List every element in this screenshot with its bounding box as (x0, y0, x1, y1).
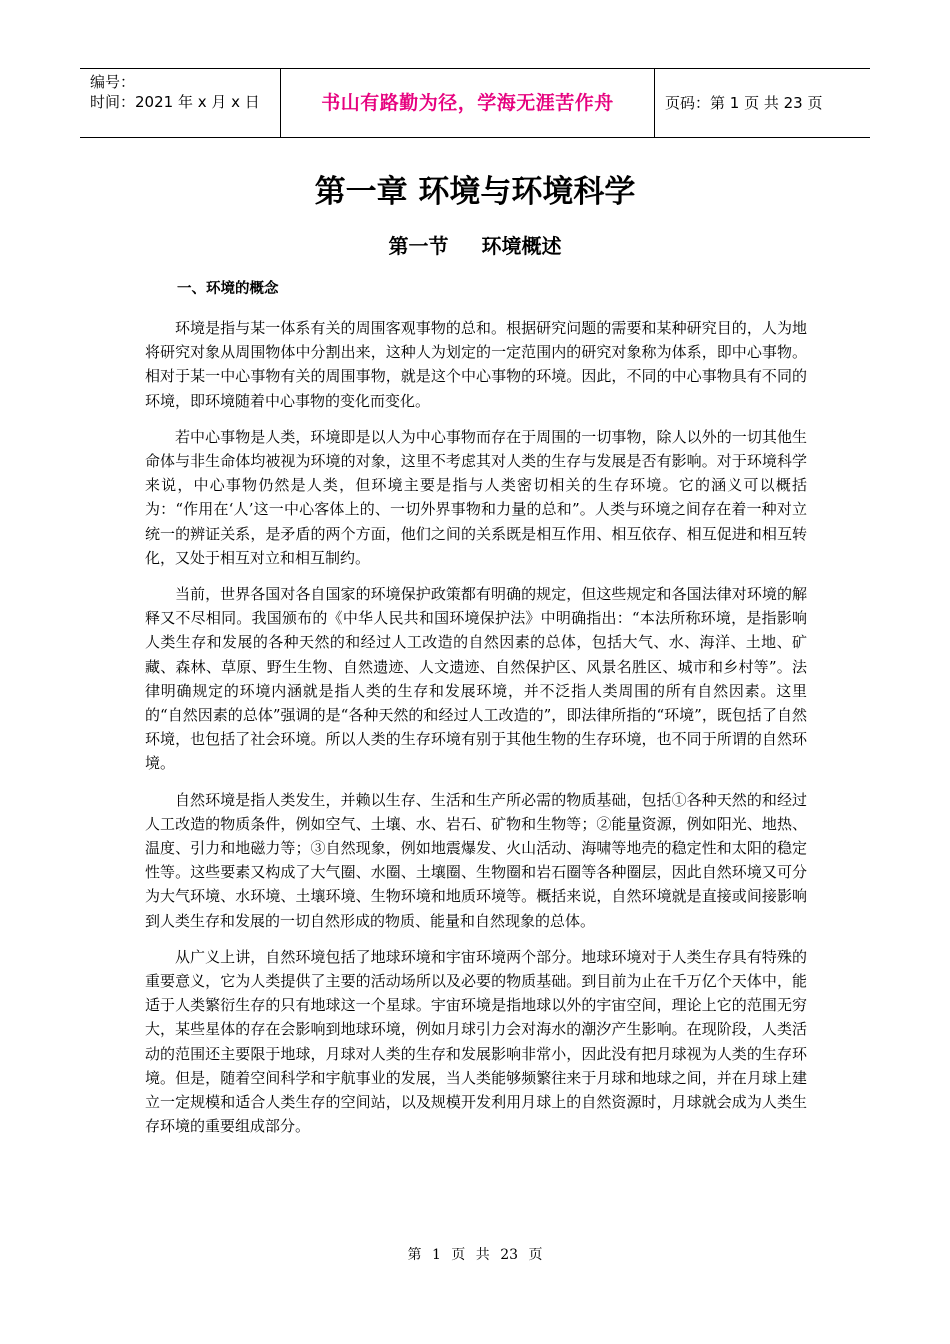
paragraph: 从广义上讲，自然环境包括了地球环境和宇宙环境两个部分。地球环境对于人类生存具有特殊的重要意义，它为人类提供了主要的活动场所以及必要的物质基础。到目前为止在千万亿个天体中，能适于人类繁衍生存的只有地球这一个星球。宇宙环境是指地球以外的宇宙空间，理论上它的范围无穷大，某些星体的存在会影响到地球环境，例如月球引力会对海水的潮汐产生影响。在现阶段，人类活动的范围还主要限于地球，月球对人类的生存和发展影响非常小，因此没有把月球视为人类的生存环境。但是，随着空间科学和宇航事业的发展，当人类能够频繁往来于月球和地球之间，并在月球上建立一定规模和适合人类生存的空间站，以及规模开发利用月球上的自然资源时，月球就会成为人类生存环境的重要组成部分。 (145, 947, 807, 1136)
paragraph: 若中心事物是人类，环境即是以人为中心事物而存在于周围的一切事物，除人以外的一切其他生命体与非生命体均被视为环境的对象，这里不考虑其对人类的生存与发展是否有影响。对于环境科学来说，中心事物仍然是人类，但环境主要是指与人类密切相关的生存环境。它的涵义可以概括为：“作用在‘人’这一中心客体上的、一切外界事物和力量的总和”。人类与环境之间存在着一种对立统一的辨证关系，是矛盾的两个方面，他们之间的关系既是相互作用、相互依存、相互促进和相互转化，又处于相互对立和相互制约。 (145, 427, 807, 567)
header-meta-cell (80, 69, 281, 137)
chapter-title: 第一章 环境与环境科学 (314, 174, 636, 210)
document-number: 编号： (90, 73, 136, 91)
header-page-cell (655, 69, 870, 137)
paragraph: 自然环境是指人类发生，并赖以生存、生活和生产所必需的物质基础，包括①各种天然的和经过人工改造的物质条件，例如空气、土壤、水、岩石、矿物和生物等；②能量资源，例如阳光、地热、温度、引力和地磁力等；③自然现象，例如地震爆发、火山活动、海啸等地壳的稳定性和太阳的稳定性等。这些要素又构成了大气圈、水圈、土壤圈、生物圈和岩石圈等各种圈层，因此自然环境又可分为大气环境、水环境、土壤环境、生物环境和地质环境等。概括来说，自然环境就是直接或间接影响到人类生存和发展的一切自然形成的物质、能量和自然现象的总体。 (145, 790, 807, 930)
page-footer: 第 1 页 共 23 页 (407, 1247, 543, 1263)
header-motto-cell (281, 69, 655, 137)
document-body (145, 316, 807, 1151)
document-time: 时间：2021 年 x 月 x 日 (90, 93, 260, 111)
header-page-info: 页码：第 1 页 共 23 页 (665, 94, 823, 112)
subsection-title: 一、环境的概念 (177, 281, 279, 297)
paragraph: 当前，世界各国对各自国家的环境保护政策都有明确的规定，但这些规定和各国法律对环境的解释又不尽相同。我国颁布的《中华人民共和国环境保护法》中明确指出：“本法所称环境，是指影响人类生存和发展的各种天然的和经过人工改造的自然因素的总体，包括大气、水、海洋、土地、矿藏、森林、草原、野生生物、自然遗迹、人文遗迹、自然保护区、风景名胜区、城市和乡村等”。法律明确规定的环境内涵就是指人类的生存和发展环境，并不泛指人类周围的所有自然因素。这里的“自然因素的总体”强调的是“各种天然的和经过人工改造的”，即法律所指的“环境”，既包括了自然环境，也包括了社会环境。所以人类的生存环境有别于其他生物的生存环境，也不同于所谓的自然环境。 (145, 585, 807, 773)
page-header (80, 68, 870, 138)
section-title: 第一节 环境概述 (388, 234, 562, 258)
motto: 书山有路勤为径，学海无涯苦作舟 (321, 92, 614, 114)
paragraph: 环境是指与某一体系有关的周围客观事物的总和。根据研究问题的需要和某种研究目的，人为地将研究对象从周围物体中分割出来，这种人为划定的一定范围内的研究对象称为体系，即中心事物。相对于某一中心事物有关的周围事物，就是这个中心事物的环境。因此，不同的中心事物具有不同的环境，即环境随着中心事物的变化而变化。 (145, 319, 807, 410)
